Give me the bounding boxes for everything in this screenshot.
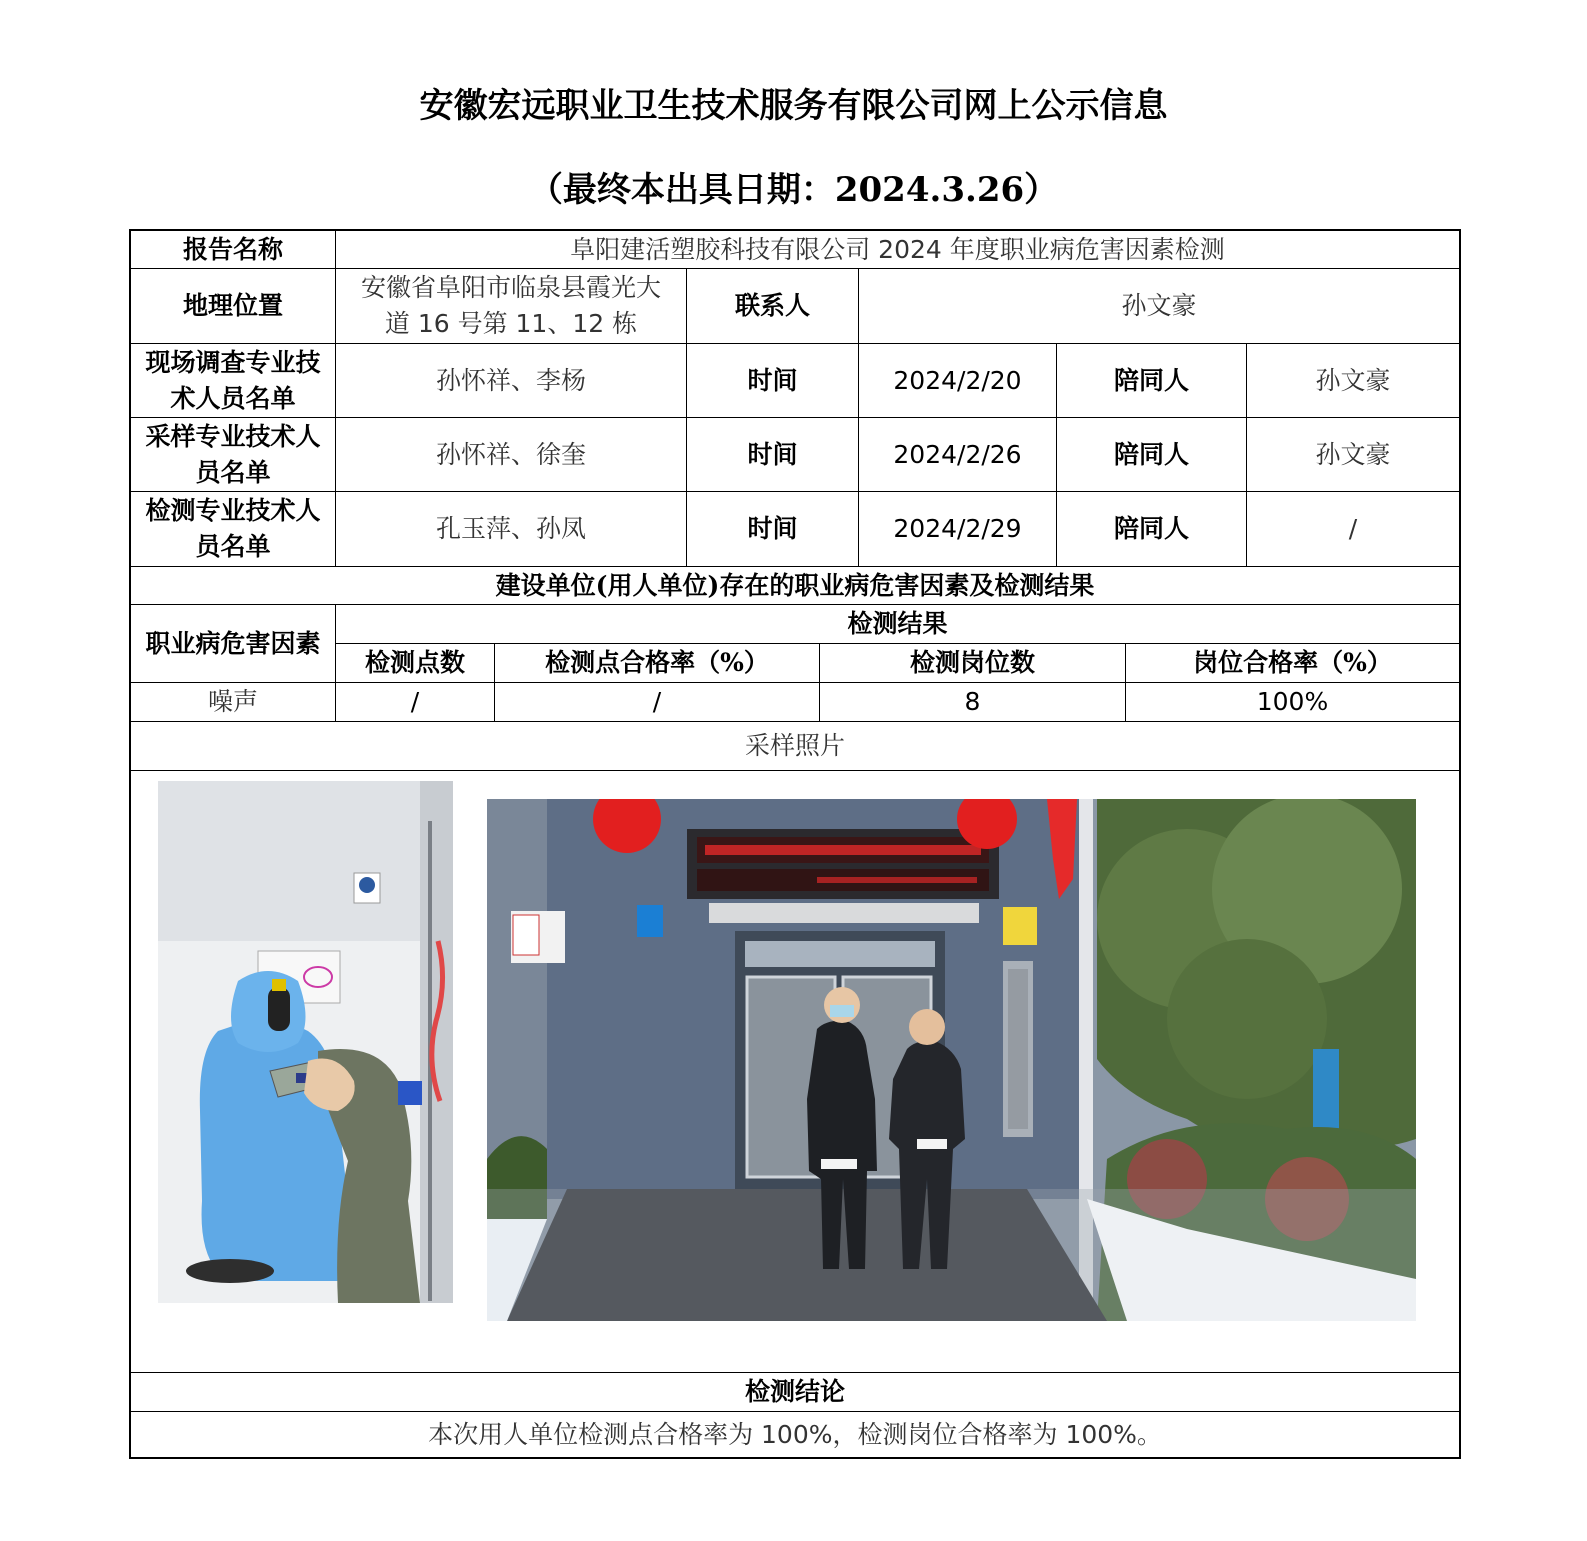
testing-companion-value: / xyxy=(1247,492,1459,567)
testing-time-label: 时间 xyxy=(687,492,859,567)
testing-staff-label: 检测专业技术人员名单 xyxy=(131,492,336,567)
hazard-points: / xyxy=(336,683,495,722)
location-value: 安徽省阜阳市临泉县霞光大道 16 号第 11、12 栋 xyxy=(336,269,687,344)
sampling-companion-value: 孙文豪 xyxy=(1247,418,1459,492)
survey-time-value: 2024/2/20 xyxy=(859,344,1057,418)
hazard-section-title: 建设单位(用人单位)存在的职业病危害因素及检测结果 xyxy=(131,567,1459,605)
sampling-companion-label: 陪同人 xyxy=(1057,418,1247,492)
result-label: 检测结果 xyxy=(336,605,1459,644)
page-title: 安徽宏远职业卫生技术服务有限公司网上公示信息 xyxy=(419,86,1168,126)
photo-worker-noise-measurement xyxy=(158,781,453,1303)
sampling-time-label: 时间 xyxy=(687,418,859,492)
photos-label: 采样照片 xyxy=(131,722,1459,771)
location-label: 地理位置 xyxy=(131,269,336,344)
testing-companion-label: 陪同人 xyxy=(1057,492,1247,567)
hazard-point-rate: / xyxy=(495,683,820,722)
survey-companion-value: 孙文豪 xyxy=(1247,344,1459,418)
photos-area xyxy=(131,771,1459,1373)
hazard-post-rate: 100% xyxy=(1126,683,1459,722)
col-posts: 检测岗位数 xyxy=(820,644,1126,683)
survey-staff-label: 现场调查专业技术人员名单 xyxy=(131,344,336,418)
hazard-posts: 8 xyxy=(820,683,1126,722)
issue-date: （最终本出具日期：2024.3.26） xyxy=(528,170,1059,210)
conclusion-text: 本次用人单位检测点合格率为 100%，检测岗位合格率为 100%。 xyxy=(428,1419,1162,1449)
col-points: 检测点数 xyxy=(336,644,495,683)
testing-staff-names: 孔玉萍、孙凤 xyxy=(336,492,687,567)
hazard-factor: 噪声 xyxy=(131,683,336,722)
col-point-rate: 检测点合格率（%） xyxy=(495,644,820,683)
hazard-factor-label: 职业病危害因素 xyxy=(131,605,336,683)
survey-time-label: 时间 xyxy=(687,344,859,418)
col-post-rate: 岗位合格率（%） xyxy=(1126,644,1459,683)
survey-staff-names: 孙怀祥、李杨 xyxy=(336,344,687,418)
survey-companion-label: 陪同人 xyxy=(1057,344,1247,418)
sampling-time-value: 2024/2/26 xyxy=(859,418,1057,492)
contact-value: 孙文豪 xyxy=(859,269,1459,344)
conclusion-title: 检测结论 xyxy=(131,1373,1459,1412)
report-name-label: 报告名称 xyxy=(131,231,336,269)
report-table xyxy=(129,229,1461,1459)
sampling-staff-label: 采样专业技术人员名单 xyxy=(131,418,336,492)
report-name-value: 阜阳建活塑胶科技有限公司 2024 年度职业病危害因素检测 xyxy=(336,231,1459,269)
sampling-staff-names: 孙怀祥、徐奎 xyxy=(336,418,687,492)
contact-label: 联系人 xyxy=(687,269,859,344)
testing-time-value: 2024/2/29 xyxy=(859,492,1057,567)
photo-company-entrance xyxy=(487,799,1416,1321)
